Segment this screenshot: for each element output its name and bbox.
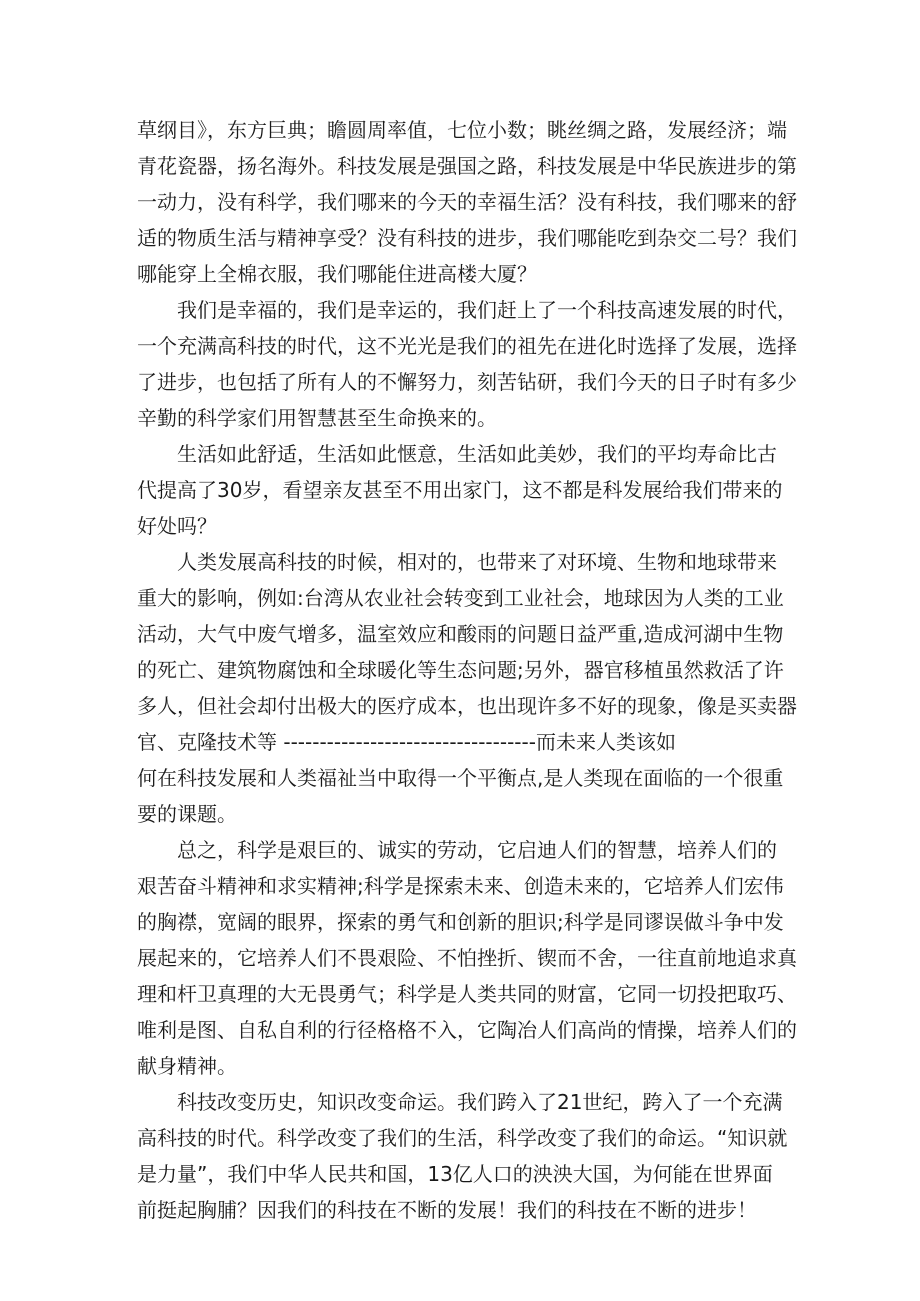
text-line: 何在科技发展和人类福祉当中取得一个平衡点,是人类现在面临的一个很重 <box>137 766 784 790</box>
text-line: 一动力，没有科学，我们哪来的今天的幸福生活？没有科技，我们哪来的舒 <box>137 190 797 214</box>
text-line: 青花瓷器，扬名海外。科技发展是强国之路，科技发展是中华民族进步的第 <box>137 154 797 178</box>
text-line: 活动，大气中废气增多，温室效应和酸雨的问题日益严重,造成河湖中生物 <box>137 622 784 646</box>
text-line: 前挺起胸脯？因我们的科技在不断的发展！我们的科技在不断的进步！ <box>137 1198 757 1222</box>
text-line: 唯利是图、自私自利的行径格格不入，它陶冶人们高尚的情操，培养人们的 <box>137 1018 797 1042</box>
text-line: 人类发展高科技的时候，相对的，也带来了对环境、生物和地球带来 <box>177 550 777 574</box>
text-line: 献身精神。 <box>137 1054 237 1078</box>
text-line: 高科技的时代。科学改变了我们的生活，科学改变了我们的命运。“知识就 <box>137 1126 788 1150</box>
text-line: 一个充满高科技的时代，这不光光是我们的祖先在进化时选择了发展，选择 <box>137 334 797 358</box>
text-line: 辛勤的科学家们用智慧甚至生命换来的。 <box>137 406 497 430</box>
text-line: 是力量”，我们中华人民共和国，13亿人口的泱泱大国，为何能在世界面 <box>137 1162 773 1186</box>
text-line: 重大的影响，例如:台湾从农业社会转变到工业社会，地球因为人类的工业 <box>137 586 784 610</box>
text-line: 科技改变历史，知识改变命运。我们跨入了21世纪，跨入了一个充满 <box>177 1090 783 1114</box>
text-line: 理和杆卫真理的大无畏勇气；科学是人类共同的财富，它同一切投把取巧、 <box>137 982 797 1006</box>
document-body <box>137 112 797 1228</box>
text-line: 的死亡、建筑物腐蚀和全球暖化等生态问题;另外，器官移植虽然救活了许 <box>137 658 784 682</box>
paragraph-1 <box>137 112 797 292</box>
text-line: 总之，科学是艰巨的、诚实的劳动，它启迪人们的智慧，培养人们的 <box>177 838 777 862</box>
paragraph-2 <box>137 292 797 436</box>
text-line: 的胸襟，宽阔的眼界，探索的勇气和创新的胆识;科学是同谬误做斗争中发 <box>137 910 784 934</box>
text-line: 生活如此舒适，生活如此惬意，生活如此美妙，我们的平均寿命比古 <box>177 442 777 466</box>
text-line: 代提高了30岁，看望亲友甚至不用出家门，这不都是科发展给我们带来的 <box>137 478 783 502</box>
text-line: 展起来的，它培养人们不畏艰险、不怕挫折、锲而不舍，一往直前地追求真 <box>137 946 797 970</box>
text-line: 要的课题。 <box>137 802 237 826</box>
text-line: 多人，但社会却付出极大的医疗成本，也出现许多不好的现象，像是买卖器 <box>137 694 797 718</box>
paragraph-3 <box>137 436 797 544</box>
text-line: 了进步，也包括了所有人的不懈努力，刻苦钻研，我们今天的日子时有多少 <box>137 370 797 394</box>
text-line: 好处吗？ <box>137 514 217 538</box>
paragraph-6 <box>137 1084 797 1228</box>
text-line: 哪能穿上全棉衣服，我们哪能住进高楼大厦？ <box>137 262 537 286</box>
text-line: 草纲目》，东方巨典；瞻圆周率值，七位小数；眺丝绸之路，发展经济；端 <box>137 118 787 142</box>
text-line: 适的物质生活与精神享受？没有科技的进步，我们哪能吃到杂交二号？我们 <box>137 226 797 250</box>
text-line: 我们是幸福的，我们是幸运的，我们赶上了一个科技高速发展的时代， <box>177 298 797 322</box>
paragraph-5 <box>137 832 797 1084</box>
text-line: 艰苦奋斗精神和求实精神;科学是探索未来、创造未来的，它培养人们宏伟 <box>137 874 784 898</box>
text-line: 官、克隆技术等 -----------------------------------而未来人类该如 <box>137 730 676 754</box>
paragraph-4 <box>137 544 797 832</box>
